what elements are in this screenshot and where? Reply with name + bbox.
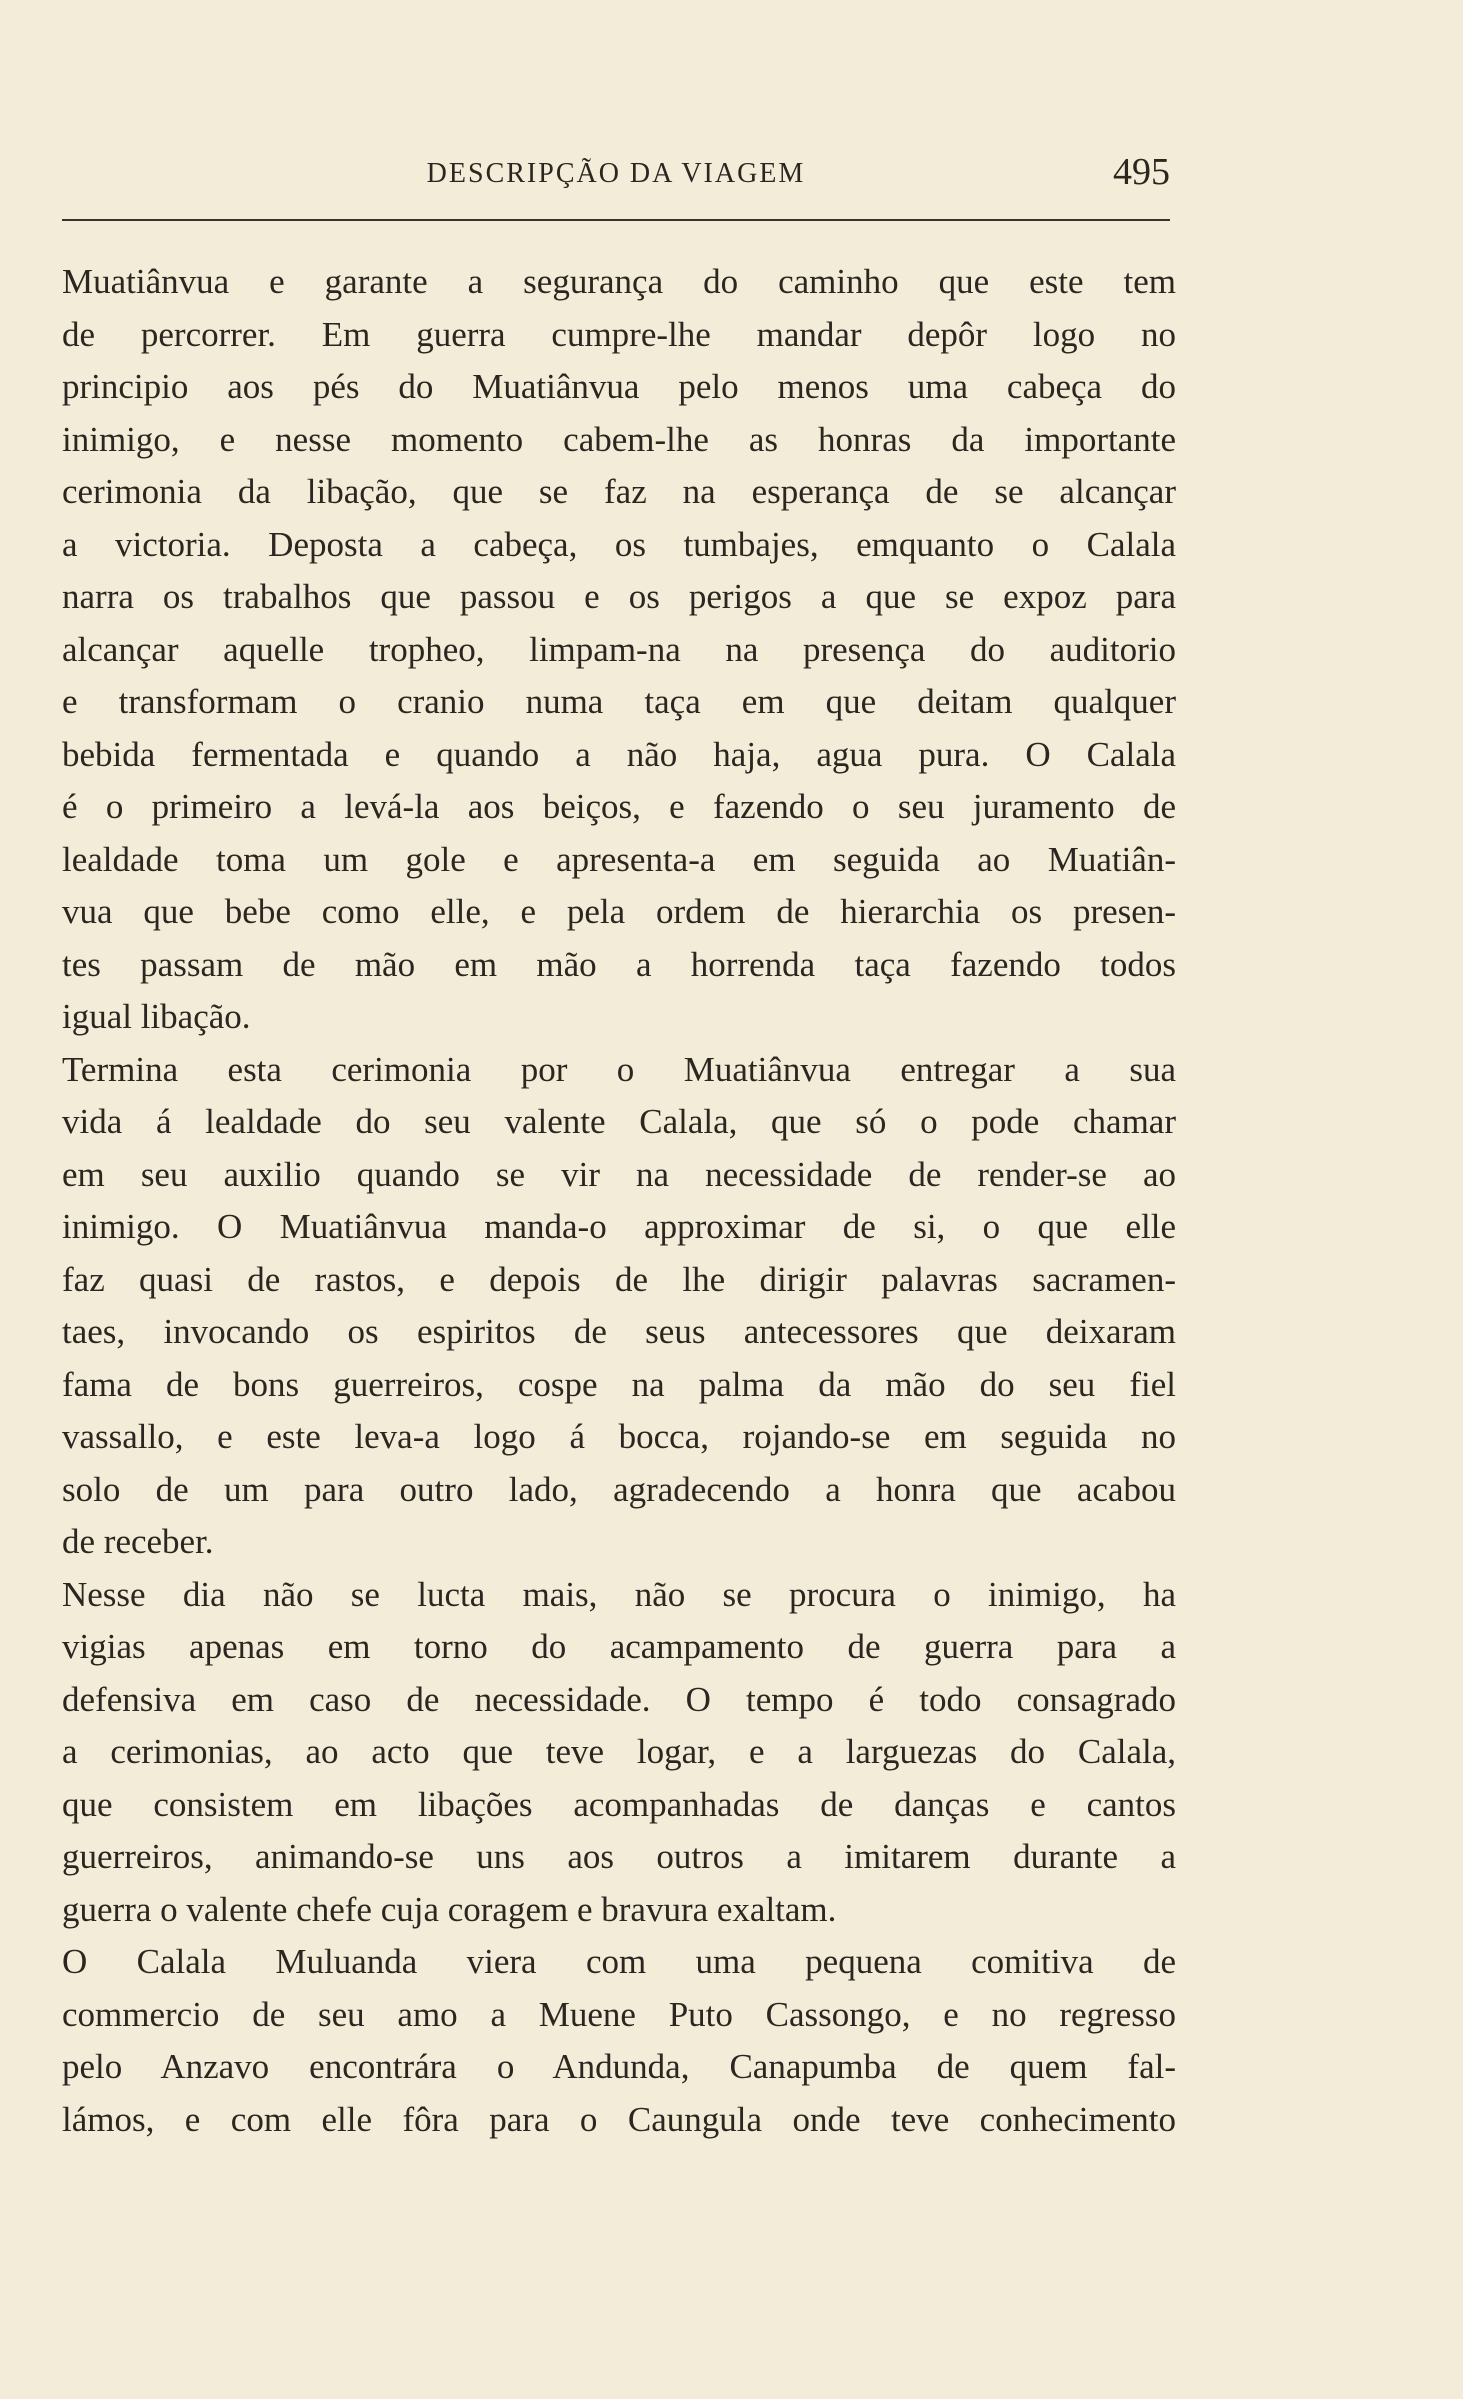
text-line: cerimonia da libação, que se faz na esperança de se alcançar: [62, 472, 1176, 511]
text-line: Termina esta cerimonia por o Muatiânvua entregar a sua: [62, 1049, 1176, 1089]
text-line: guerreiros, animando-se uns aos outros a imitarem durante a: [62, 1837, 1176, 1876]
header-rule: [62, 219, 1170, 221]
page-number: 495: [1113, 151, 1170, 193]
text-line: vida á lealdade do seu valente Calala, que só o pode chamar: [62, 1102, 1176, 1141]
text-line: bebida fermentada e quando a não haja, agua pura. O Calala: [62, 734, 1176, 774]
text-line: inimigo. O Muatiânvua manda-o approximar de si, o que elle: [62, 1207, 1176, 1246]
text-line: fama de bons guerreiros, cospe na palma da mão do seu fiel: [62, 1364, 1176, 1404]
text-line: vassallo, e este leva-a logo á bocca, rojando-se em seguida no: [62, 1417, 1176, 1456]
text-line: tes passam de mão em mão a horrenda taça fazendo todos: [62, 944, 1176, 984]
text-line: que consistem em libações acompanhadas de danças e cantos: [62, 1784, 1176, 1824]
text-line: a victoria. Deposta a cabeça, os tumbajes, emquanto o Calala: [62, 524, 1176, 564]
text-line: vua que bebe como elle, e pela ordem de hierarchia os presen-: [62, 892, 1176, 931]
text-line: é o primeiro a levá-la aos beiços, e fazendo o seu juramento de: [62, 787, 1176, 826]
text-line: igual libação.: [62, 997, 251, 1036]
text-line: guerra o valente chefe cuja coragem e bravura exaltam.: [62, 1889, 837, 1929]
text-line: O Calala Muluanda viera com uma pequena comitiva de: [62, 1942, 1176, 1981]
text-line: lámos, e com elle fôra para o Caungula onde teve conhecimento: [62, 2099, 1176, 2139]
text-line: pelo Anzavo encontrára o Andunda, Canapumba de quem fal-: [62, 2047, 1176, 2086]
text-line: e transformam o cranio numa taça em que deitam qualquer: [62, 682, 1176, 721]
text-line: em seu auxilio quando se vir na necessidade de render-se ao: [62, 1154, 1176, 1194]
text-line: narra os trabalhos que passou e os perigos a que se expoz para: [62, 577, 1176, 616]
text-line: Nesse dia não se lucta mais, não se procura o inimigo, ha: [62, 1574, 1176, 1614]
text-line: solo de um para outro lado, agradecendo a honra que acabou: [62, 1469, 1176, 1509]
text-line: inimigo, e nesse momento cabem-lhe as honras da importante: [62, 419, 1176, 459]
text-line: principio aos pés do Muatiânvua pelo menos uma cabeça do: [62, 367, 1176, 406]
text-line: defensiva em caso de necessidade. O tempo é todo consagrado: [62, 1679, 1176, 1719]
text-line: Muatiânvua e garante a segurança do caminho que este tem: [62, 262, 1176, 301]
text-line: de receber.: [62, 1522, 214, 1561]
text-line: de percorrer. Em guerra cumpre-lhe mandar depôr logo no: [62, 314, 1176, 354]
text-line: faz quasi de rastos, e depois de lhe dirigir palavras sacramen-: [62, 1259, 1176, 1299]
text-line: a cerimonias, ao acto que teve logar, e a larguezas do Calala,: [62, 1732, 1176, 1771]
text-line: vigias apenas em torno do acampamento de guerra para a: [62, 1627, 1176, 1666]
text-line: taes, invocando os espiritos de seus antecessores que deixaram: [62, 1312, 1176, 1351]
running-title: DESCRIPÇÃO DA VIAGEM: [426, 158, 806, 189]
text-line: alcançar aquelle tropheo, limpam-na na presença do auditorio: [62, 629, 1176, 669]
body-text: [62, 256, 1176, 2146]
text-line: lealdade toma um gole e apresenta-a em seguida ao Muatiân-: [62, 839, 1176, 879]
running-head: [62, 150, 1170, 200]
text-line: commercio de seu amo a Muene Puto Cassongo, e no regresso: [62, 1994, 1176, 2034]
